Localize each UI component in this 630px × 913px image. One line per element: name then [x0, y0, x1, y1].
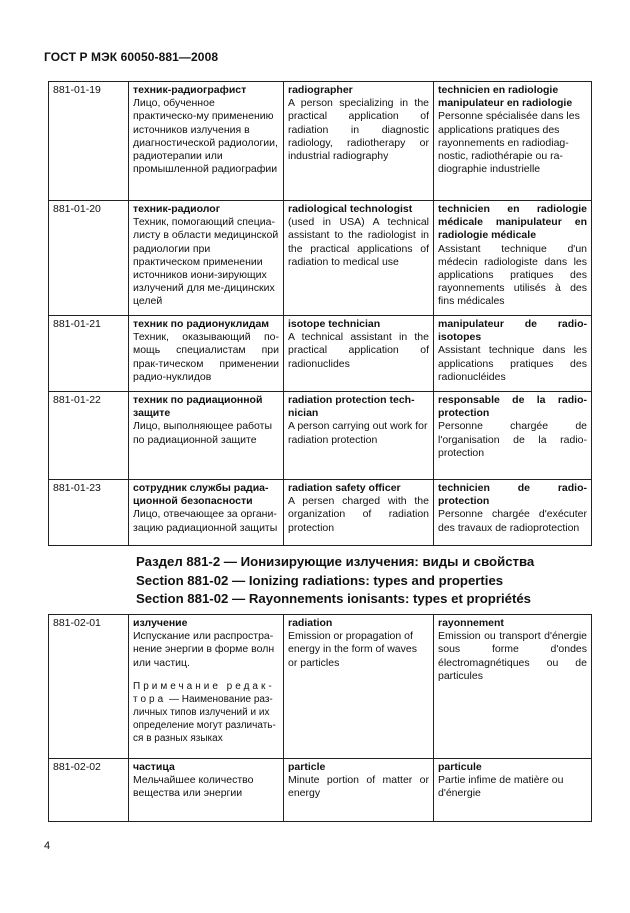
term-row: [49, 759, 592, 822]
french-entry: [434, 392, 592, 480]
term-row: [49, 201, 592, 316]
french-definition: Assistant technique dans les applications pratiques des radionucléides: [438, 344, 587, 383]
russian-definition: Техник, помогающий специа-листу в области медицинской радиологии при практическом применении источников иони-зирующих излучений для ме-дицинских целей: [133, 216, 279, 308]
term-number: 881-01-23: [49, 480, 129, 546]
english-definition: Minute portion of matter or energy: [288, 774, 429, 800]
russian-definition: Мельчайшее количество вещества или энергии: [133, 774, 254, 800]
english-entry: [284, 316, 434, 392]
russian-term: техник-радиографист: [133, 84, 247, 96]
french-definition: Partie infime de matière ou d'énergie: [438, 774, 564, 800]
french-term: responsable de la radio-protection: [438, 394, 587, 420]
english-entry: [284, 392, 434, 480]
french-entry: [434, 316, 592, 392]
russian-term: техник по радионуклидам: [133, 318, 270, 330]
english-term: radiation safety officer: [288, 482, 401, 494]
french-term: manipulateur de radio-isotopes: [438, 318, 587, 344]
russian-entry: [129, 82, 284, 201]
term-row: [49, 480, 592, 546]
russian-definition: Лицо, обученное практическо-му применению источников излучения в диагностической радиологии, радиотерапии или промышленной радиографии: [133, 97, 278, 176]
french-term: technicien de radio-protection: [438, 482, 587, 508]
english-entry: [284, 201, 434, 316]
english-entry: [284, 82, 434, 201]
french-term: technicien en radiologie manipulateur en radiologie: [438, 84, 573, 110]
terms-table-section-02: [48, 614, 592, 822]
french-entry: [434, 615, 592, 759]
french-definition: Personne chargée de l'organisation de la radio-protection: [438, 420, 587, 459]
section-heading-russian: Раздел 881-2 — Ионизирующие излучения: виды и свойства: [136, 554, 535, 569]
section-headings: [136, 553, 534, 609]
french-entry: [434, 82, 592, 201]
french-entry: [434, 480, 592, 546]
russian-term: частица: [133, 761, 175, 773]
english-entry: [284, 480, 434, 546]
term-number: 881-02-02: [49, 759, 129, 822]
russian-entry: [129, 759, 284, 822]
term-number: 881-01-20: [49, 201, 129, 316]
section-heading-french: Section 881-02 — Rayonnements ionisants: types et propriétés: [136, 591, 532, 606]
english-definition: A person carrying out work for radiation protection: [288, 420, 428, 446]
term-row: [49, 392, 592, 480]
english-term: radiological technologist: [288, 203, 413, 215]
editor-note-label: Примечание редак-тора: [133, 680, 275, 705]
terms-table-section-01: [48, 81, 592, 546]
french-definition: Emission ou transport d'énergie sous forme d'ondes électromagnétiques ou de particules: [438, 630, 587, 682]
section-heading-english: Section 881-02 — Ionizing radiations: types and properties: [136, 572, 504, 588]
russian-definition: Техник, оказывающий по-мощь специалистам при прак-тическом применении радио-нуклидов: [133, 331, 279, 383]
french-entry: [434, 201, 592, 316]
russian-entry: [129, 392, 284, 480]
english-entry: [284, 615, 434, 759]
english-definition: (used in USA) A technical assistant to the radiologist in the practical applications of radiation to medical use: [288, 216, 429, 268]
term-number: 881-02-01: [49, 615, 129, 759]
french-term: technicien en radiologie médicale manipulateur en radiologie médicale: [438, 203, 587, 242]
russian-term: сотрудник службы радиа-ционной безопасности: [133, 482, 269, 508]
russian-entry: [129, 480, 284, 546]
term-row: [49, 316, 592, 392]
term-number: 881-01-19: [49, 82, 129, 201]
english-term: isotope technician: [288, 318, 381, 330]
english-definition: Emission or propagation of energy in the form of waves or particles: [288, 630, 417, 669]
french-definition: Assistant technique d'un médecin radiologiste dans les applications pratiques des rayonnements utilisés à des fins médicales: [438, 242, 587, 308]
editor-note-text: — Наименование раз-личных типов излучений и их определение могут различать-ся в разных языках: [133, 693, 276, 744]
french-term: rayonnement: [438, 617, 504, 629]
english-definition: A person specializing in the practical application of radiation in diagnostic radiology, radiotherapy or industrial radiography: [288, 97, 429, 163]
russian-entry: [129, 316, 284, 392]
russian-entry: [129, 615, 284, 759]
french-term: particule: [438, 761, 482, 773]
english-term: radiographer: [288, 84, 353, 96]
english-definition: A technical assistant in the practical application of radionuclides: [288, 331, 429, 370]
page-number: 4: [44, 840, 51, 852]
english-term: radiation: [288, 617, 333, 629]
english-entry: [284, 759, 434, 822]
russian-definition: Испускание или распростра-нение энергии в форме волн или частиц.: [133, 630, 275, 669]
english-definition: A persen charged with the organization of radiation protection: [288, 495, 429, 534]
english-term: particle: [288, 761, 326, 773]
russian-definition: Лицо, выполняющее работы по радиационной защите: [133, 420, 273, 446]
editor-note: [133, 680, 279, 745]
french-definition: Personne chargée d'exécuter des travaux de radioprotection: [438, 508, 587, 534]
term-row: [49, 82, 592, 201]
french-definition: Personne spécialisée dans les applications pratiques des rayonnements en radiodiag-nostic, radiothérapie ou ra-diographie industrielle: [438, 110, 580, 176]
term-number: 881-01-22: [49, 392, 129, 480]
french-entry: [434, 759, 592, 822]
term-number: 881-01-21: [49, 316, 129, 392]
russian-term: техник-радиолог: [133, 203, 221, 215]
russian-definition: Лицо, отвечающее за органи-зацию радиационной защиты: [133, 508, 278, 534]
document-header: ГОСТ Р МЭК 60050-881—2008: [44, 50, 219, 64]
russian-term: техник по радиационной защите: [133, 394, 263, 420]
term-row: [49, 615, 592, 759]
russian-entry: [129, 201, 284, 316]
russian-term: излучение: [133, 617, 188, 629]
english-term: radiation protection tech-nician: [288, 394, 415, 420]
